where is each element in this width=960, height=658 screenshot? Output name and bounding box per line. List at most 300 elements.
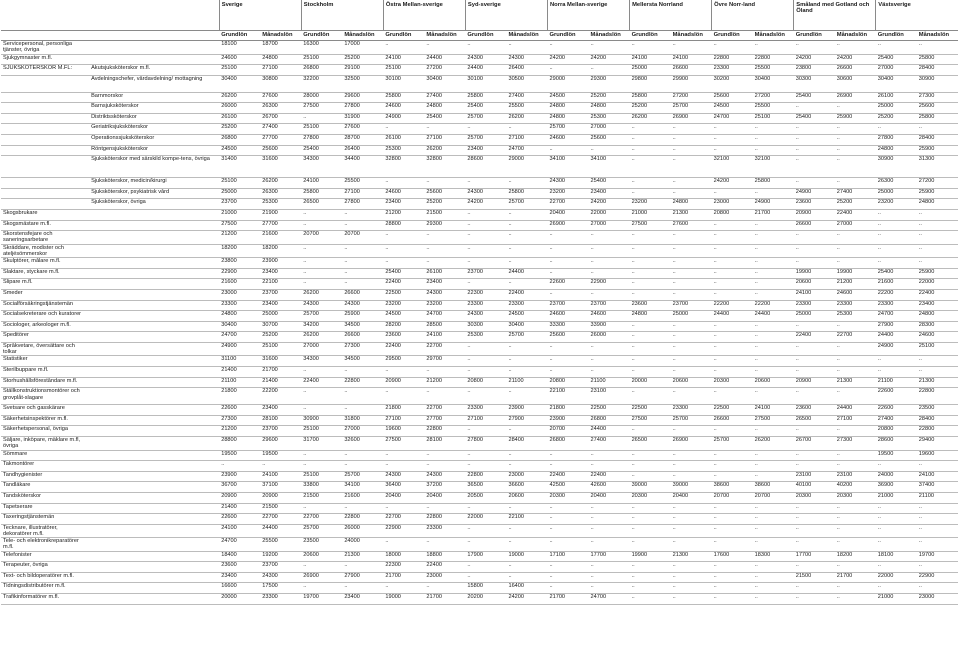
grundlon-cell: ..	[712, 594, 753, 605]
grundlon-cell: 26800	[219, 135, 260, 146]
manadslon-cell: 22400	[506, 290, 547, 301]
manadslon-cell: 26600	[671, 65, 712, 76]
grundlon-cell: ..	[465, 426, 506, 437]
grundlon-cell: ..	[547, 244, 588, 258]
subheader-manadslon: Månadslön	[753, 31, 794, 41]
grundlon-cell: ..	[465, 244, 506, 258]
grundlon-cell: 24800	[547, 113, 588, 124]
manadslon-cell: 18200	[835, 551, 876, 562]
manadslon-cell: 36600	[506, 482, 547, 493]
manadslon-cell: 24700	[589, 594, 630, 605]
grundlon-cell: 24100	[630, 54, 671, 65]
grundlon-cell: 22400	[383, 279, 424, 290]
table-row	[1, 342, 958, 356]
grundlon-cell: ..	[630, 471, 671, 482]
subgroup-cell	[89, 54, 219, 65]
subgroup-cell: Akutsjuksköterskor m.fl.	[89, 65, 219, 76]
manadslon-cell: 20900	[260, 492, 301, 503]
grundlon-cell: 24600	[219, 54, 260, 65]
manadslon-cell: 37100	[260, 482, 301, 493]
manadslon-cell: 26600	[342, 290, 383, 301]
manadslon-cell: 24100	[260, 471, 301, 482]
manadslon-cell: 25800	[917, 113, 958, 124]
grundlon-cell: ..	[712, 450, 753, 461]
manadslon-cell: ..	[589, 583, 630, 594]
manadslon-cell: 21900	[260, 210, 301, 221]
manadslon-cell: ..	[753, 279, 794, 290]
grundlon-cell: 21700	[383, 572, 424, 583]
grundlon-cell: ..	[794, 342, 835, 356]
grundlon-cell: 38600	[712, 482, 753, 493]
manadslon-cell: 24100	[753, 405, 794, 416]
grundlon-cell: 27500	[630, 415, 671, 426]
manadslon-cell: ..	[753, 426, 794, 437]
manadslon-cell: ..	[506, 426, 547, 437]
grundlon-cell: 25100	[301, 426, 342, 437]
table-row	[1, 388, 958, 405]
manadslon-cell: 23700	[260, 426, 301, 437]
manadslon-cell: ..	[835, 244, 876, 258]
manadslon-cell: 34100	[342, 482, 383, 493]
region-header-smaland: Småland med Gotland och Öland	[794, 0, 876, 31]
manadslon-cell: 23400	[589, 188, 630, 199]
grundlon-cell: 31100	[219, 356, 260, 367]
grundlon-cell: 19000	[383, 594, 424, 605]
grundlon-cell: ..	[630, 244, 671, 258]
manadslon-cell: ..	[835, 356, 876, 367]
occupation-cell: Sterilbuppare m.fl.	[1, 367, 89, 378]
occupation-cell: Ställkonstruktionsmontörer och grovplåt-slagare	[1, 388, 89, 405]
subgroup-cell	[89, 583, 219, 594]
occupation-cell: Tele- och elektronikreparatörer m.fl.	[1, 538, 89, 552]
grundlon-cell: ..	[712, 279, 753, 290]
subgroup-cell	[89, 258, 219, 269]
manadslon-cell: 24800	[917, 311, 958, 322]
manadslon-cell: 29700	[424, 356, 465, 367]
manadslon-cell: 21100	[506, 377, 547, 388]
manadslon-cell: 26400	[506, 65, 547, 76]
table-row	[1, 54, 958, 65]
manadslon-cell: 32600	[342, 437, 383, 451]
manadslon-cell: 30400	[506, 321, 547, 332]
manadslon-cell: ..	[589, 562, 630, 573]
manadslon-cell: 22800	[424, 426, 465, 437]
grundlon-cell: ..	[794, 231, 835, 245]
grundlon-cell: ..	[712, 538, 753, 552]
subheader-manadslon: Månadslön	[424, 31, 465, 41]
table-row	[1, 572, 958, 583]
grundlon-cell: ..	[465, 524, 506, 538]
manadslon-cell: ..	[835, 258, 876, 269]
grundlon-cell: ..	[383, 388, 424, 405]
manadslon-cell: 25700	[506, 332, 547, 343]
manadslon-cell: 32800	[424, 156, 465, 178]
manadslon-cell: 24800	[424, 103, 465, 114]
grundlon-cell: 22800	[712, 54, 753, 65]
grundlon-cell: 22200	[876, 290, 917, 301]
manadslon-cell: ..	[835, 583, 876, 594]
subgroup-cell	[89, 562, 219, 573]
grundlon-cell: 27800	[465, 437, 506, 451]
manadslon-cell: 29300	[589, 75, 630, 92]
manadslon-cell: 25200	[342, 54, 383, 65]
manadslon-cell: ..	[671, 426, 712, 437]
grundlon-cell: ..	[712, 244, 753, 258]
manadslon-cell: ..	[424, 538, 465, 552]
grundlon-cell: 24500	[547, 92, 588, 103]
grundlon-cell: ..	[630, 388, 671, 405]
grundlon-cell: ..	[547, 514, 588, 525]
manadslon-cell: ..	[671, 538, 712, 552]
subgroup-cell	[89, 332, 219, 343]
grundlon-cell: 21600	[219, 279, 260, 290]
manadslon-cell: 31600	[260, 156, 301, 178]
grundlon-cell: 19900	[630, 551, 671, 562]
occupation-cell: Socialsekreterare och kuratorer	[1, 311, 89, 322]
grundlon-cell: ..	[712, 231, 753, 245]
occupation-cell: Skorstensfejare och saneringsarbetare	[1, 231, 89, 245]
manadslon-cell: 22400	[589, 471, 630, 482]
occupation-cell: Säljare, inköpare, mäklare m.fl, övriga	[1, 437, 89, 451]
subgroup-cell	[89, 290, 219, 301]
grundlon-cell: ..	[383, 538, 424, 552]
manadslon-cell: ..	[424, 450, 465, 461]
grundlon-cell: 22300	[383, 562, 424, 573]
manadslon-cell: ..	[342, 220, 383, 231]
manadslon-cell: ..	[671, 258, 712, 269]
grundlon-cell: 26900	[301, 572, 342, 583]
manadslon-cell: ..	[342, 583, 383, 594]
grundlon-cell: 24900	[876, 342, 917, 356]
grundlon-cell: ..	[712, 290, 753, 301]
table-row	[1, 332, 958, 343]
manadslon-cell: ..	[753, 332, 794, 343]
manadslon-cell: ..	[671, 332, 712, 343]
manadslon-cell: 32100	[753, 156, 794, 178]
manadslon-cell: 27100	[260, 65, 301, 76]
manadslon-cell: ..	[835, 426, 876, 437]
subgroup-cell	[89, 471, 219, 482]
occupation-cell: Skulptörer, målare m.fl.	[1, 258, 89, 269]
grundlon-cell: ..	[465, 124, 506, 135]
grundlon-cell: 25000	[630, 65, 671, 76]
manadslon-cell: 27100	[835, 415, 876, 426]
grundlon-cell: 26300	[876, 178, 917, 189]
manadslon-cell: 21100	[589, 377, 630, 388]
grundlon-cell: 24500	[383, 311, 424, 322]
grundlon-cell: ..	[712, 572, 753, 583]
grundlon-cell: 25000	[794, 311, 835, 322]
grundlon-cell: 27000	[301, 342, 342, 356]
grundlon-cell: ..	[630, 524, 671, 538]
grundlon-cell: 36400	[383, 482, 424, 493]
manadslon-cell: ..	[753, 258, 794, 269]
subgroup-cell	[89, 220, 219, 231]
manadslon-cell: 22800	[342, 514, 383, 525]
table-row	[1, 113, 958, 124]
grundlon-cell: ..	[465, 356, 506, 367]
grundlon-cell: 22600	[876, 405, 917, 416]
grundlon-cell: 25000	[876, 188, 917, 199]
grundlon-cell: 22700	[547, 199, 588, 210]
subheader-manadslon: Månadslön	[917, 31, 958, 41]
manadslon-cell: 20400	[589, 492, 630, 503]
grundlon-cell: ..	[383, 583, 424, 594]
grundlon-cell: 26500	[301, 199, 342, 210]
grundlon-cell: 25200	[876, 113, 917, 124]
grundlon-cell: ..	[712, 367, 753, 378]
grundlon-cell: ..	[712, 583, 753, 594]
grundlon-cell: 25100	[301, 54, 342, 65]
occupation-cell	[1, 124, 89, 135]
manadslon-cell: 27700	[260, 135, 301, 146]
manadslon-cell: 23900	[506, 405, 547, 416]
grundlon-cell: 23300	[794, 300, 835, 311]
manadslon-cell: 25300	[835, 311, 876, 322]
subgroup-cell: Sjuksköterskor med särskild kompe-tens, övriga	[89, 156, 219, 178]
grundlon-cell: 22500	[383, 290, 424, 301]
grundlon-cell: 24600	[383, 103, 424, 114]
manadslon-cell: 32500	[342, 75, 383, 92]
manadslon-cell: ..	[835, 156, 876, 178]
manadslon-cell: ..	[506, 503, 547, 514]
grundlon-cell: 25100	[383, 65, 424, 76]
occupation-cell: Tandhygienister	[1, 471, 89, 482]
grundlon-cell: 28800	[383, 220, 424, 231]
subgroup-cell: Barnmorskor	[89, 92, 219, 103]
manadslon-cell: 22000	[917, 279, 958, 290]
grundlon-cell: 21000	[876, 594, 917, 605]
grundlon-cell: ..	[465, 342, 506, 356]
manadslon-cell: 30600	[835, 75, 876, 92]
manadslon-cell: ..	[506, 367, 547, 378]
subheader-grundlon: Grundlön	[547, 31, 588, 41]
manadslon-cell: ..	[835, 367, 876, 378]
manadslon-cell: ..	[835, 461, 876, 472]
manadslon-cell: 27600	[342, 124, 383, 135]
manadslon-cell: 27000	[835, 220, 876, 231]
grundlon-cell: ..	[712, 503, 753, 514]
grundlon-cell: ..	[794, 356, 835, 367]
manadslon-cell: 17500	[260, 583, 301, 594]
manadslon-cell: 34500	[342, 356, 383, 367]
occupation-cell: Säkerhetsinspektörer m.fl.	[1, 415, 89, 426]
manadslon-cell: ..	[589, 268, 630, 279]
grundlon-cell: ..	[630, 156, 671, 178]
manadslon-cell: ..	[753, 388, 794, 405]
occupation-cell	[1, 188, 89, 199]
manadslon-cell: ..	[671, 388, 712, 405]
manadslon-cell: 24600	[917, 332, 958, 343]
grundlon-cell: 24200	[794, 54, 835, 65]
grundlon-cell: ..	[301, 268, 342, 279]
grundlon-cell: 24700	[219, 538, 260, 552]
region-header-sydsverige: Syd-sverige	[465, 0, 547, 31]
manadslon-cell: ..	[589, 41, 630, 55]
table-row	[1, 461, 958, 472]
grundlon-cell: ..	[630, 124, 671, 135]
grundlon-cell: ..	[630, 514, 671, 525]
manadslon-cell: 24400	[753, 311, 794, 322]
manadslon-cell: ..	[753, 367, 794, 378]
grundlon-cell: ..	[794, 562, 835, 573]
grundlon-cell: ..	[630, 332, 671, 343]
grundlon-cell: 25200	[630, 103, 671, 114]
grundlon-cell: 26600	[712, 415, 753, 426]
grundlon-cell: 26100	[876, 92, 917, 103]
table-row	[1, 594, 958, 605]
grundlon-cell: 21500	[301, 492, 342, 503]
manadslon-cell: 22700	[260, 514, 301, 525]
grundlon-cell: 28800	[219, 437, 260, 451]
manadslon-cell: 29000	[506, 156, 547, 178]
manadslon-cell: 34500	[342, 321, 383, 332]
grundlon-cell: 26200	[630, 113, 671, 124]
manadslon-cell: ..	[671, 178, 712, 189]
grundlon-cell: ..	[301, 583, 342, 594]
grundlon-cell: 23100	[794, 471, 835, 482]
manadslon-cell: 22800	[342, 377, 383, 388]
grundlon-cell: ..	[465, 538, 506, 552]
grundlon-cell: ..	[630, 356, 671, 367]
grundlon-cell: 26500	[630, 437, 671, 451]
manadslon-cell: 29600	[342, 92, 383, 103]
grundlon-cell: ..	[712, 188, 753, 199]
grundlon-cell: ..	[630, 426, 671, 437]
occupation-cell: Tandläkare	[1, 482, 89, 493]
grundlon-cell: 25400	[794, 113, 835, 124]
manadslon-cell: ..	[671, 562, 712, 573]
manadslon-cell: 27800	[342, 103, 383, 114]
manadslon-cell: 27100	[424, 135, 465, 146]
manadslon-cell: ..	[835, 562, 876, 573]
manadslon-cell: 25900	[917, 268, 958, 279]
manadslon-cell: 24200	[589, 199, 630, 210]
manadslon-cell: ..	[917, 514, 958, 525]
manadslon-cell: 24400	[506, 268, 547, 279]
manadslon-cell: 19200	[260, 551, 301, 562]
table-row	[1, 321, 958, 332]
grundlon-cell: 23900	[219, 471, 260, 482]
subgroup-cell	[89, 594, 219, 605]
grundlon-cell: 21000	[876, 492, 917, 503]
manadslon-cell: 23900	[260, 258, 301, 269]
manadslon-cell: 22900	[589, 279, 630, 290]
grundlon-cell: 30900	[876, 156, 917, 178]
grundlon-cell: ..	[794, 156, 835, 178]
grundlon-cell: ..	[712, 135, 753, 146]
manadslon-cell: 18300	[753, 551, 794, 562]
manadslon-cell: 23000	[917, 594, 958, 605]
grundlon-cell: ..	[876, 562, 917, 573]
manadslon-cell: 19500	[260, 450, 301, 461]
manadslon-cell: 27400	[260, 124, 301, 135]
grundlon-cell: 23600	[794, 405, 835, 416]
grundlon-cell: 20500	[465, 492, 506, 503]
manadslon-cell: ..	[835, 124, 876, 135]
grundlon-cell: ..	[465, 258, 506, 269]
occupation-cell: Tidningsdistributörer m.fl.	[1, 583, 89, 594]
grundlon-cell: 27400	[876, 415, 917, 426]
manadslon-cell: ..	[671, 356, 712, 367]
manadslon-cell: ..	[835, 103, 876, 114]
manadslon-cell: 25000	[671, 311, 712, 322]
subheader-manadslon: Månadslön	[835, 31, 876, 41]
grundlon-cell: 22100	[547, 388, 588, 405]
subheader-manadslon: Månadslön	[260, 31, 301, 41]
manadslon-cell: 31600	[260, 356, 301, 367]
subgroup-cell	[89, 524, 219, 538]
occupation-cell: Sömmare	[1, 450, 89, 461]
manadslon-cell: ..	[671, 461, 712, 472]
grundlon-cell: 25600	[547, 332, 588, 343]
manadslon-cell: ..	[671, 450, 712, 461]
manadslon-cell: ..	[589, 356, 630, 367]
grundlon-cell: ..	[794, 594, 835, 605]
subgroup-cell	[89, 41, 219, 55]
manadslon-cell: 23400	[260, 300, 301, 311]
manadslon-cell: 22200	[260, 388, 301, 405]
grundlon-cell: 24100	[301, 178, 342, 189]
subheader-grundlon: Grundlön	[219, 31, 260, 41]
manadslon-cell: 25800	[753, 178, 794, 189]
grundlon-cell: 22500	[630, 405, 671, 416]
grundlon-cell: ..	[465, 178, 506, 189]
grundlon-cell: 26100	[383, 135, 424, 146]
grundlon-cell: ..	[547, 461, 588, 472]
subgroup-cell	[89, 356, 219, 367]
manadslon-cell: 27400	[589, 437, 630, 451]
manadslon-cell: ..	[753, 188, 794, 199]
manadslon-cell: ..	[342, 562, 383, 573]
table-row	[1, 268, 958, 279]
region-header-row	[1, 0, 958, 31]
manadslon-cell: 20600	[506, 492, 547, 503]
grundlon-cell: ..	[712, 321, 753, 332]
occupation-cell: Svetsare och gasskärare	[1, 405, 89, 416]
manadslon-cell: 22700	[424, 342, 465, 356]
table-row	[1, 538, 958, 552]
manadslon-cell: ..	[506, 388, 547, 405]
subgroup-cell	[89, 377, 219, 388]
manadslon-cell: 24400	[835, 405, 876, 416]
grundlon-cell: 30100	[465, 75, 506, 92]
grundlon-cell: ..	[876, 461, 917, 472]
manadslon-cell: ..	[424, 388, 465, 405]
grundlon-cell: 18100	[219, 41, 260, 55]
table-body	[1, 41, 958, 605]
manadslon-cell: ..	[917, 41, 958, 55]
table-row	[1, 210, 958, 221]
occupation-cell	[1, 135, 89, 146]
manadslon-cell: 25600	[589, 135, 630, 146]
grundlon-cell: 23200	[547, 188, 588, 199]
manadslon-cell: ..	[424, 244, 465, 258]
grundlon-cell: ..	[630, 290, 671, 301]
grundlon-cell: ..	[712, 220, 753, 231]
region-header-norra-mellansverige: Norra Mellan-sverige	[547, 0, 629, 31]
manadslon-cell: 26400	[342, 145, 383, 156]
occupation-cell: Servicepersonal, personliga tjänster, övriga	[1, 41, 89, 55]
manadslon-cell: ..	[753, 538, 794, 552]
manadslon-cell: 23400	[424, 279, 465, 290]
grundlon-cell: 21800	[547, 405, 588, 416]
grundlon-cell: ..	[876, 503, 917, 514]
grundlon-cell: ..	[630, 461, 671, 472]
manadslon-cell: 25400	[589, 178, 630, 189]
grundlon-cell: ..	[630, 178, 671, 189]
manadslon-cell: ..	[671, 156, 712, 178]
